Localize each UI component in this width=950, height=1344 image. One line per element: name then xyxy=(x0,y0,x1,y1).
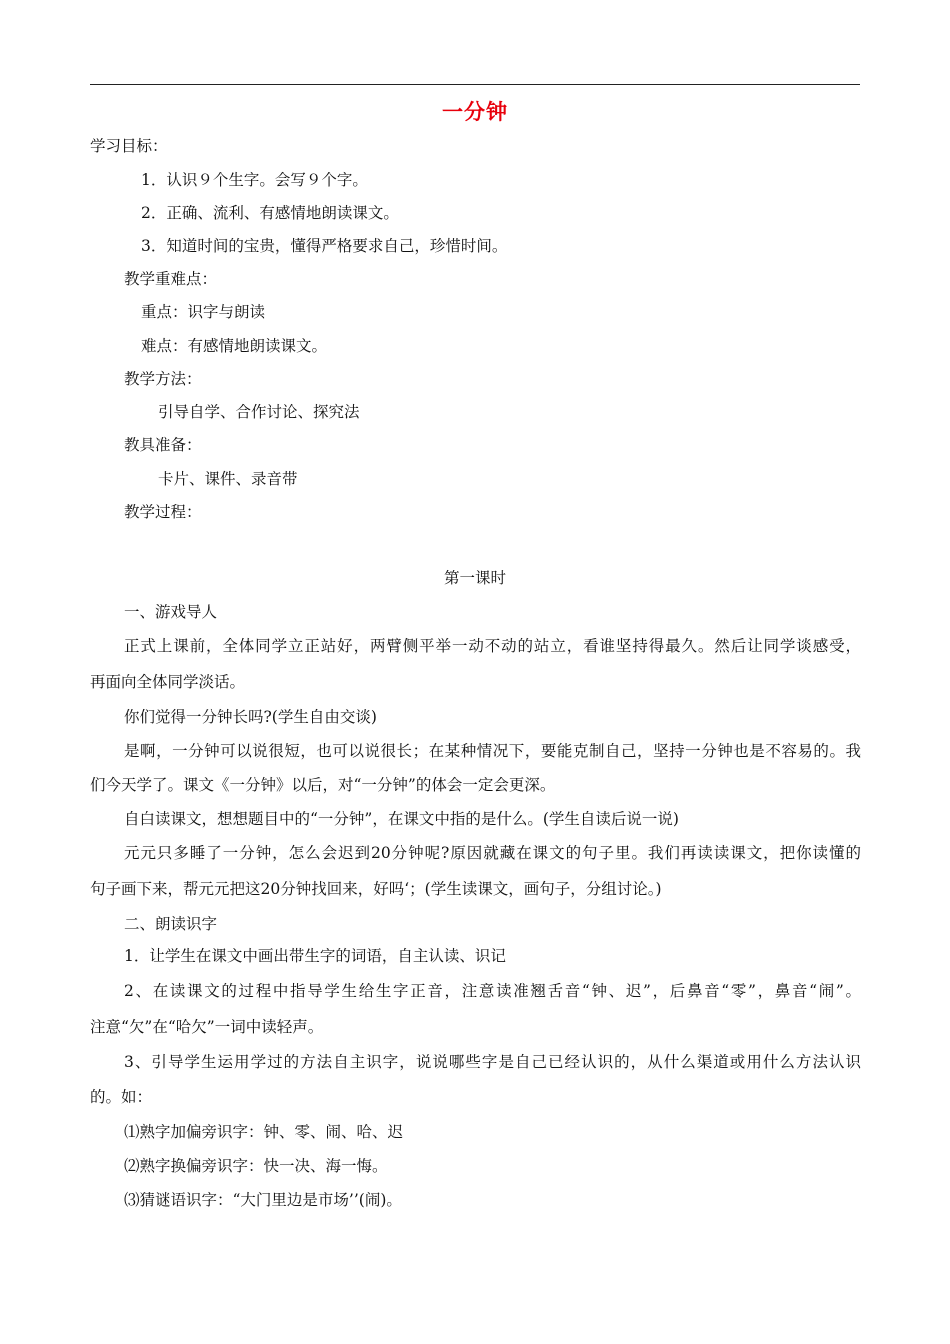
method-item: ⑴熟字加偏旁识字：钟、零、闹、哈、迟 xyxy=(124,1123,404,1141)
section-process-heading: 教学过程： xyxy=(124,503,202,521)
paragraph-line: 再面向全体同学淡话。 xyxy=(90,673,246,691)
document-title: 一分钟 xyxy=(442,100,508,124)
part1-heading: 一、游戏导人 xyxy=(124,603,218,621)
paragraph-line: 是啊，一分钟可以说很短，也可以说很长；在某种情况下，要能克制自己，坚持一分钟也是不容易的。我 xyxy=(124,742,861,760)
paragraph-line: 注意“欠”在“哈欠”一词中读轻声。 xyxy=(90,1018,324,1036)
paragraph-line: 元元只多睡了一分钟，怎么会迟到20分钟呢?原因就藏在课文的句子里。我们再读读课文，把你读懂的 xyxy=(124,844,861,862)
paragraph-line: 们今天学了。课文《一分钟》以后，对“一分钟”的体会一定会更深。 xyxy=(90,776,556,794)
paragraph-line: 2、在读课文的过程中指导学生给生字正音，注意读准翘舌音“钟、迟”，后鼻音“零”，鼻音“闹”。 xyxy=(124,982,861,1000)
materials-text: 卡片、课件、录音带 xyxy=(158,470,298,488)
step-item: 1．让学生在课文中画出带生字的词语，自主认读、识记 xyxy=(124,947,506,965)
part2-heading: 二、朗读识字 xyxy=(124,915,218,933)
objective-item: 2．正确、流利、有感情地朗读课文。 xyxy=(141,204,399,222)
section-materials-heading: 教具准备： xyxy=(124,436,202,454)
section-methods-heading: 教学方法： xyxy=(124,370,202,388)
paragraph-line: 的。如： xyxy=(90,1088,153,1106)
section-objectives-heading: 学习目标： xyxy=(90,137,168,155)
method-item: ⑵熟字换偏旁识字：快一决、海一悔。 xyxy=(124,1157,388,1175)
section-keypoints-heading: 教学重难点： xyxy=(124,270,218,288)
methods-text: 引导自学、合作讨论、探究法 xyxy=(158,403,360,421)
objective-item: 1．认识９个生字。会写９个字。 xyxy=(141,171,368,189)
method-item: ⑶猜谜语识字：“大门里边是市场’’(闹)。 xyxy=(124,1191,402,1209)
objective-item: 3．知道时间的宝贵，懂得严格要求自己，珍惜时间。 xyxy=(141,237,508,255)
paragraph-line: 3、引导学生运用学过的方法自主识字，说说哪些字是自己已经认识的，从什么渠道或用什么方法认识 xyxy=(124,1053,861,1071)
header-rule xyxy=(90,84,860,85)
lesson-heading: 第一课时 xyxy=(443,569,506,587)
keypoint-focus: 重点：识字与朗读 xyxy=(141,303,266,321)
keypoint-difficulty: 难点：有感情地朗读课文。 xyxy=(141,337,328,355)
paragraph-line: 正式上课前，全体同学立正站好，两臂侧平举一动不动的站立，看谁坚持得最久。然后让同学谈感受， xyxy=(124,637,861,655)
paragraph-line: 你们觉得一分钟长吗?(学生自由交谈) xyxy=(124,708,377,726)
paragraph-line: 自白读课文，想想题目中的“一分钟”，在课文中指的是什么。(学生自读后说一说) xyxy=(124,810,679,828)
paragraph-line: 句子画下来，帮元元把这20分钟找回来，好吗‘；(学生读课文，画句子，分组讨论。) xyxy=(90,880,662,898)
